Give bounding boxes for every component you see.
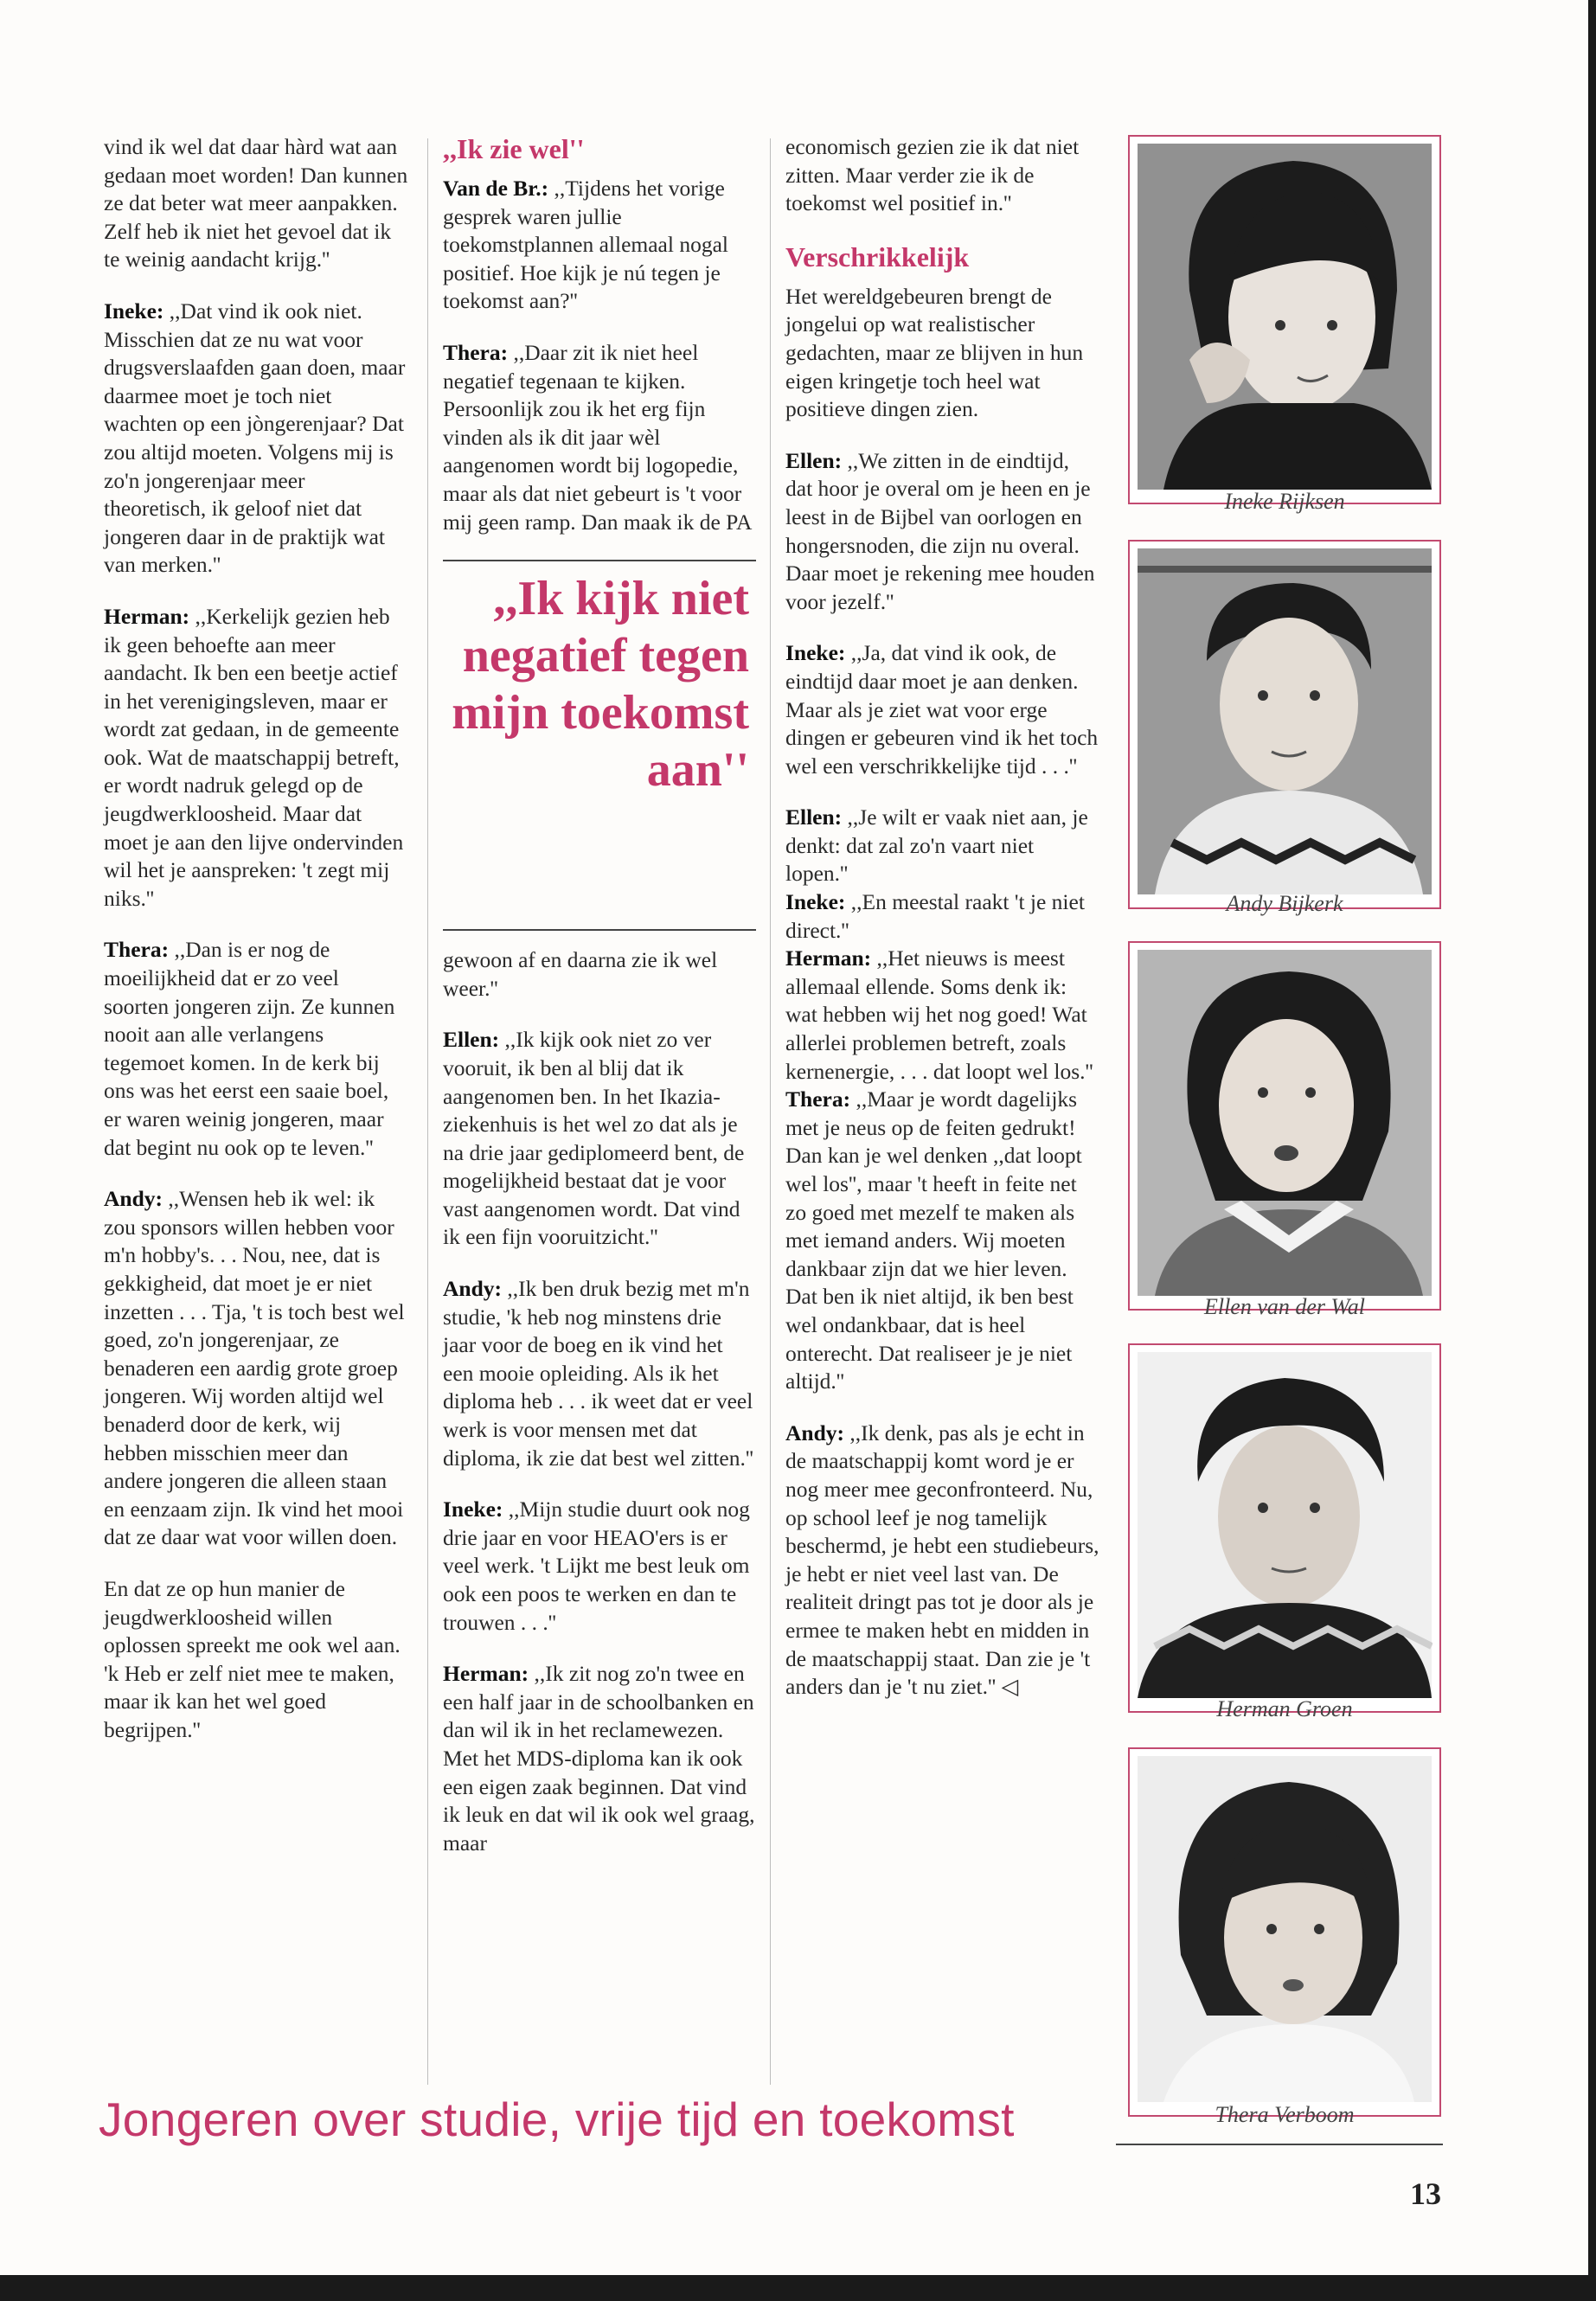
speaker-name: Ellen: [785, 804, 843, 830]
photo-caption: Herman Groen [1216, 1696, 1353, 1721]
scan-edge-right [1588, 0, 1596, 2301]
paragraph-text: economisch gezien zie ik dat niet zitten. Maar verder zie ik de toekomst wel positief in.'' [785, 134, 1080, 216]
paragraph [785, 804, 1100, 888]
column-divider [427, 138, 428, 2085]
paragraph [785, 283, 1100, 424]
paragraph-text: ,,Ik kijk ook niet zo ver vooruit, ik ben al blij dat ik aangenomen ben. In het Ikazia-ziekenhuis is het wel zo dat als je na drie jaar gediplomeerd bent, de mogelijkheid bestaat dat je voor vast aangenomen wordt. Dat vind ik een fijn vooruitzicht.'' [443, 1027, 745, 1250]
headline-rule [1116, 2144, 1443, 2145]
paragraph [443, 946, 756, 1003]
paragraph [443, 339, 756, 536]
speaker-name: Thera: [104, 937, 170, 963]
speaker-name: Herman: [104, 603, 190, 629]
portrait-illustration [1137, 1352, 1433, 1698]
speaker-name: Van de Br.: [443, 176, 549, 201]
photo-caption: Ineke Rijksen [1224, 489, 1345, 514]
column-divider [770, 138, 771, 2085]
speaker-name: Ineke: [443, 1497, 503, 1522]
page-number: 13 [1410, 2176, 1441, 2211]
column-2-bottom-text [443, 946, 756, 1857]
paragraph-text: En dat ze op hun manier de jeugdwerkloosheid willen oplossen spreekt me ook wel aan. 'k Heb er zelf niet mee te maken, maar ik kan het wel goed begrijpen.'' [104, 1575, 401, 1742]
page-headline: Jongeren over studie, vrije tijd en toekomst [99, 2093, 1015, 2146]
paragraph [785, 133, 1100, 218]
column-1 [104, 133, 408, 1767]
portrait-illustration [1137, 144, 1433, 490]
paragraph-text: ,,Dat vind ik ook niet. Misschien dat ze nu wat voor drugsverslaafden gaan doen, maar daarmee moet je toch niet wachten op een jòngerenjaar? Dat zou altijd moeten. Volgens mij is zo'n jongerenjaar meer theoretisch, ik geloof niet dat jongeren daar in de praktijk wat van merken.'' [104, 298, 406, 578]
portrait-photo-herman [1128, 1343, 1441, 1713]
paragraph-text: ,,Ja, dat vind ik ook, de eindtijd daar moet je aan denken. Maar als je ziet wat voor erge dingen er gebeuren vind ik het toch wel een verschrikkelijke tijd . . .'' [785, 640, 1099, 779]
paragraph [785, 639, 1100, 780]
speaker-name: Thera: [785, 1086, 851, 1112]
paragraph [785, 1086, 1100, 1396]
pull-quote-box [443, 560, 756, 931]
paragraph-text: ,,Tijdens het vorige gesprek waren jullie toekomstplannen allemaal nogal positief. Hoe kijk je nú tegen je toekomst aan?'' [443, 176, 728, 314]
speaker-name: Andy: [785, 1420, 845, 1445]
pull-quote: ,,Ik kijk niet negatief tegen mijn toekomst aan'' [452, 572, 749, 798]
subheading-ik-zie-wel: ,,Ik zie wel'' [443, 133, 585, 164]
paragraph-text: Het wereldgebeuren brengt de jongelui op wat realistischer gedachten, maar ze blijven in hun eigen kringetje toch heel wat positieve dingen zien. [785, 283, 1084, 422]
paragraph [443, 1026, 756, 1252]
paragraph [443, 1660, 756, 1857]
paragraph-text: ,,Kerkelijk gezien heb ik geen behoefte aan meer aandacht. Ik ben een beetje actief in het verenigingsleven, maar er wordt zat gedaan, in de gemeente ook. Wat de maatschappij betreft, er wordt nadruk gelegd op de jeugdwerkloosheid. Maar dat moet je aan den lijve ondervinden wil het je aanspreken: 't zegt mij niks.'' [104, 603, 404, 911]
portrait-photo-andy [1128, 540, 1441, 909]
paragraph-text: ,,Ik zit nog zo'n twee en een half jaar in de schoolbanken en dan wil ik in het reclamewezen. Met het MDS-diploma kan ik ook een eigen zaak beginnen. Dat vind ik leuk en dat wil ik ook wel graag, maar [443, 1661, 755, 1856]
scan-edge-bottom [0, 2275, 1596, 2301]
speaker-name: Herman: [785, 945, 872, 971]
paragraph [443, 1496, 756, 1637]
paragraph [104, 936, 408, 1162]
speaker-name: Herman: [443, 1661, 529, 1687]
paragraph-text: ,,Het nieuws is meest allemaal ellende. Soms denk ik: wat hebben wij het nog goed! Wat allerlei problemen betreft, zoals kernenergie, . . . dat loopt wel los.'' [785, 945, 1093, 1084]
speaker-name: Ellen: [443, 1027, 500, 1053]
paragraph [104, 298, 408, 580]
column-2 [443, 133, 756, 1881]
photo-caption: Thera Verboom [1215, 2102, 1355, 2127]
paragraph-text: ,,Wensen heb ik wel: ik zou sponsors willen hebben voor m'n hobby's. . . Nou, nee, dat is gekkigheid, dat moet je er niet inzetten . . . Tja, 't is toch best wel goed, zo'n jongerenjaar, ze benaderen een aardig grote groep jongeren. Wij worden altijd wel benaderd door de kerk, wij hebben misschien meer dan andere jongeren die alleen staan en eenzaam zijn. Ik vind het mooi dat ze daar wat voor willen doen. [104, 1186, 405, 1550]
column-3 [785, 133, 1100, 1725]
speaker-name: Andy: [443, 1276, 503, 1302]
paragraph-text: ,,Mijn studie duurt ook nog drie jaar en voor HEAO'ers is er veel werk. 't Lijkt me best leuk om ook een poos te werken en dan te trouwen . . .'' [443, 1497, 750, 1635]
speaker-name: Ineke: [104, 298, 164, 324]
paragraph [104, 603, 408, 913]
column-3-top-text [785, 133, 1100, 218]
subheading-verschrikkelijk: Verschrikkelijk [785, 240, 970, 272]
paragraph-text: ,,Je wilt er vaak niet aan, je denkt: dat zal zo'n vaart niet lopen.'' [785, 804, 1088, 887]
portrait-photo-ineke [1128, 135, 1441, 504]
photo-caption: Andy Bijkerk [1226, 891, 1343, 916]
paragraph-text: ,,Ik ben druk bezig met m'n studie, 'k heb nog minstens drie jaar voor de boeg en ik vind het een mooie opleiding. Als ik het diploma heb . . . ik weet dat er veel werk is voor mensen met dat diploma, ik zie dat best wel zitten.'' [443, 1276, 754, 1471]
paragraph-text: gewoon af en daarna zie ik wel weer.'' [443, 947, 718, 1001]
paragraph [443, 175, 756, 316]
paragraph-text: ,,Dan is er nog de moeilijkheid dat er zo veel soorten jongeren zijn. Ze kunnen nooit aan alle verlangens tegemoet komen. In de kerk bij ons was het eerst een saaie boel, er waren weinig jongeren, maar dat begint nu ook op te leven.'' [104, 937, 395, 1160]
portrait-photo-ellen [1128, 941, 1441, 1311]
paragraph-text: ,,Maar je wordt dagelijks met je neus op de feiten gedrukt! Dan kan je wel denken ,,dat loopt wel los'', maar 't heeft in feite net zo goed met mezelf te maken als met iemand anders. Wij moeten dankbaar zijn dat we hier leven. Dat ben ik niet altijd, ik ben best wel ondankbaar, dat is heel onterecht. Dat realiseer je je niet altijd.'' [785, 1086, 1082, 1394]
paragraph-text: ,,En meestal raakt 't je niet direct.'' [785, 889, 1085, 943]
paragraph [785, 447, 1100, 617]
paragraph [785, 888, 1100, 945]
paragraph-text: vind ik wel dat daar hàrd wat aan gedaan moet worden! Dan kunnen ze dat beter wat meer aanpakken. Zelf heb ik niet het gevoel dat ik te weinig aandacht krijg.'' [104, 134, 408, 272]
paragraph [785, 1420, 1100, 1702]
paragraph [785, 945, 1100, 1086]
speaker-name: Ellen: [785, 447, 843, 473]
paragraph [104, 1575, 408, 1745]
portrait-illustration [1137, 548, 1433, 894]
paragraph [443, 1275, 756, 1472]
column-2-top-text [443, 175, 756, 536]
portrait-illustration [1137, 950, 1433, 1296]
speaker-name: Thera: [443, 339, 509, 365]
paragraph-text: ,,We zitten in de eindtijd, dat hoor je overal om je heen en je leest in de Bijbel van oorlogen en hongersnoden, die zijn nu overal. Daar moet je rekening mee houden voor jezelf.'' [785, 447, 1095, 614]
speaker-name: Ineke: [785, 640, 846, 666]
paragraph-text: ,,Daar zit ik niet heel negatief tegenaan te kijken. Persoonlijk zou ik het erg fijn vinden als ik dit jaar wèl aangenomen wordt bij logopedie, maar als dat niet gebeurt is 't voor mij geen ramp. Dan maak ik de PA [443, 339, 753, 535]
portrait-photo-thera [1128, 1747, 1441, 2117]
speaker-name: Ineke: [785, 889, 846, 915]
paragraph [104, 1185, 408, 1552]
speaker-name: Andy: [104, 1186, 163, 1212]
portrait-illustration [1137, 1756, 1433, 2102]
photo-caption: Ellen van der Wal [1203, 1294, 1366, 1319]
column-3-text [785, 283, 1100, 1702]
paragraph [104, 133, 408, 274]
paragraph-text: ,,Ik denk, pas als je echt in de maatschappij komt word je er nog meer mee geconfronteerd. Nu, op school leef je nog tamelijk beschermd, je hebt een studiebeurs, je hebt er niet veel last van. De realiteit dringt pas tot je door als je ermee te maken hebt en midden in de maatschappij staat. Dan zie je 't anders dan je 't nu ziet.'' ◁ [785, 1420, 1099, 1700]
